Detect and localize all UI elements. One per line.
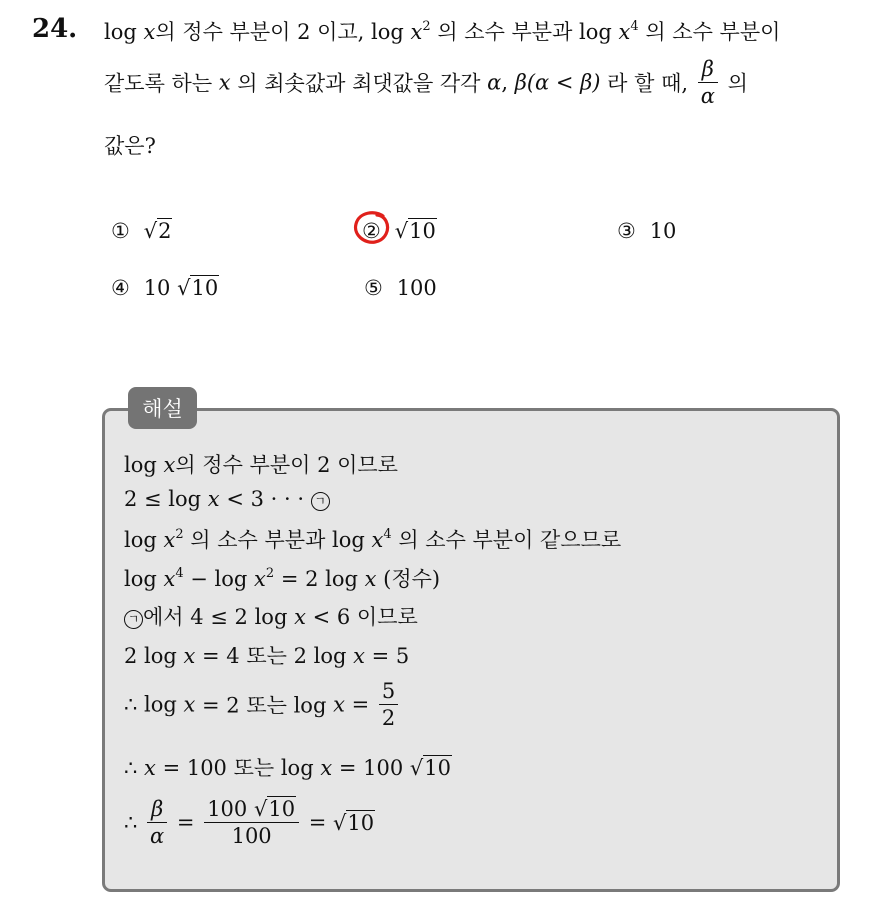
- solution-line-5: ㄱ 에서 4 ≤ 2 log x < 6 이므로: [124, 601, 418, 631]
- solution-line-2: 2 ≤ log x < 3 · · · ㄱ: [124, 487, 330, 511]
- sqrt-10: √10: [409, 756, 452, 780]
- circled-giyeok-mark: ㄱ: [124, 610, 143, 629]
- sqrt-2: √2: [143, 219, 172, 243]
- solution-label: 해설: [128, 387, 197, 429]
- solution-line-1: log x의 정수 부분이 2 이므로: [124, 453, 398, 477]
- circled-giyeok-mark: ㄱ: [311, 492, 330, 511]
- solution-line-9: ∴ $\frac{\beta}{\alpha}$ = $\frac{100 √10}{100}$ = √10: [124, 797, 375, 849]
- question-line-1: log x의 정수 부분이 2 이고, $\log x^2$ 의 소수 부분과 $\log x^4$ 의 소수 부분이: [104, 19, 781, 44]
- selected-answer-circle: [353, 211, 391, 245]
- solution-line-6: 2 log x = 4 또는 2 log x = 5: [124, 644, 410, 668]
- choice-4[interactable]: ④ 10 √10: [111, 276, 219, 300]
- question-line-2: 같도록 하는 x 의 최솟값과 최댓값을 각각 α, β(α < β) 라 할 때, $\frac{\beta}{\alpha}$ 의: [104, 57, 748, 109]
- question-line-3: 값은?: [104, 134, 156, 158]
- sqrt-10: √10: [394, 219, 436, 243]
- sqrt-10: √10: [333, 810, 375, 835]
- solution-line-3: $\log x^2$ 의 소수 부분과 $\log x^4$ 의 소수 부분이 같으므로: [124, 527, 622, 552]
- hundred-root-ten-over-hundred-fraction: $\frac{100 √10}{100}$: [204, 798, 299, 847]
- choice-5[interactable]: ⑤ 100: [364, 276, 437, 300]
- choice-1[interactable]: ① √2: [111, 219, 172, 243]
- beta-over-alpha-fraction: $\frac{\beta}{\alpha}$: [147, 798, 167, 847]
- five-halves-fraction: $\frac{5}{2}$: [379, 680, 398, 729]
- solution-line-8: ∴ x = 100 또는 log x = 100 √10: [124, 756, 452, 780]
- beta-over-alpha-fraction: $\frac{\beta}{\alpha}$: [698, 58, 718, 107]
- solution-line-7: ∴ log x = 2 또는 log x = $\frac{5}{2}$: [124, 680, 401, 729]
- question-number: 24.: [32, 14, 78, 44]
- solution-line-4: $\log x^4 - \log x^2 = 2$ log x (정수): [124, 566, 441, 591]
- choice-2[interactable]: ② √10: [362, 219, 436, 243]
- choice-3[interactable]: ③ 10: [617, 219, 677, 243]
- sqrt-10: √10: [177, 276, 219, 300]
